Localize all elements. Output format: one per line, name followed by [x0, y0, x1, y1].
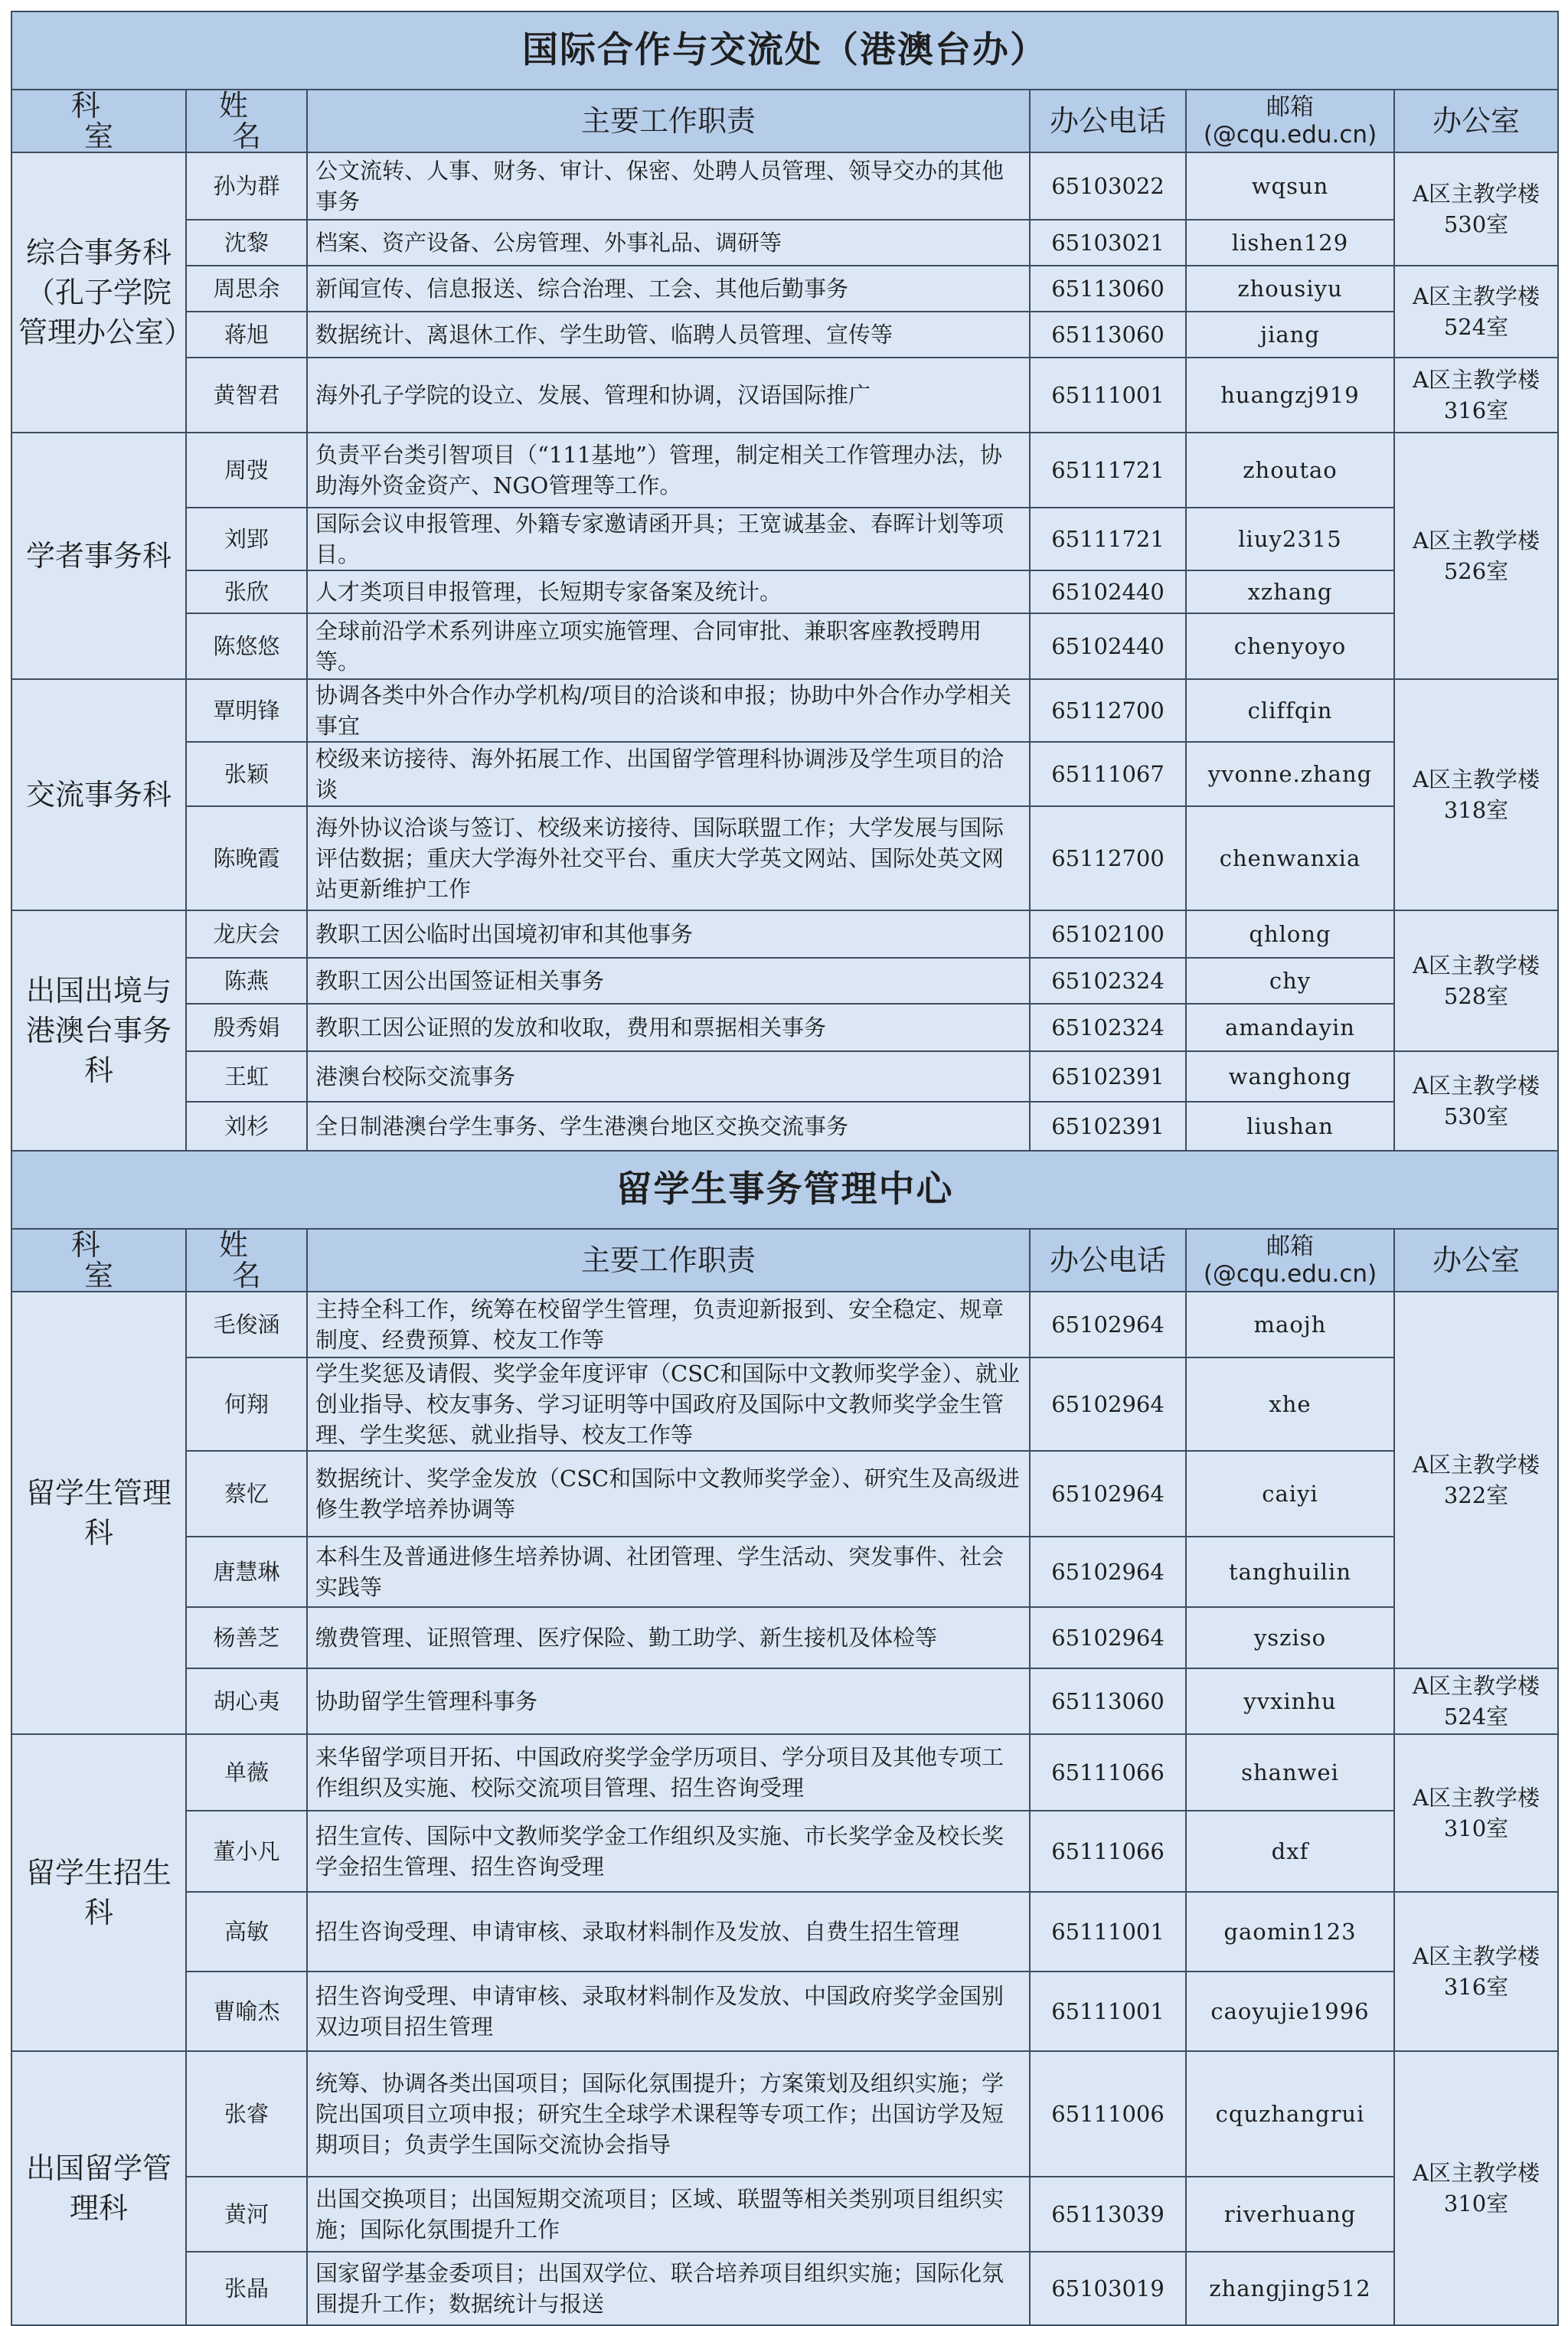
staff-office: A区主教学楼524室	[1394, 1668, 1558, 1734]
staff-name: 周弢	[186, 433, 307, 508]
header-office: 办公室	[1394, 90, 1558, 152]
header-dept	[11, 1229, 186, 1292]
staff-name: 曹喻杰	[186, 1972, 307, 2051]
staff-duty: 港澳台校际交流事务	[307, 1051, 1030, 1102]
header-email	[1186, 1229, 1394, 1292]
staff-name: 刘郢	[186, 508, 307, 570]
staff-duty: 国际会议申报管理、外籍专家邀请函开具；王宽诚基金、春晖计划等项目。	[307, 508, 1030, 570]
staff-phone: 65111721	[1030, 433, 1186, 508]
header-dept	[11, 90, 186, 152]
staff-name: 蔡忆	[186, 1451, 307, 1537]
staff-name: 陈悠悠	[186, 613, 307, 679]
staff-office: A区主教学楼322室	[1394, 1292, 1558, 1668]
staff-name: 张欣	[186, 570, 307, 613]
staff-email: qhlong	[1186, 910, 1394, 958]
staff-phone: 65113060	[1030, 266, 1186, 312]
staff-phone: 65102100	[1030, 910, 1186, 958]
staff-phone: 65113039	[1030, 2177, 1186, 2252]
table-row	[11, 2177, 1558, 2252]
staff-name: 高敏	[186, 1892, 307, 1972]
staff-name: 杨善芝	[186, 1607, 307, 1668]
staff-duty: 人才类项目申报管理，长短期专家备案及统计。	[307, 570, 1030, 613]
staff-name: 张颖	[186, 742, 307, 806]
staff-email: chenyoyo	[1186, 613, 1394, 679]
table-row	[11, 1972, 1558, 2051]
staff-phone: 65102964	[1030, 1607, 1186, 1668]
staff-email: xzhang	[1186, 570, 1394, 613]
staff-office: A区主教学楼530室	[1394, 1051, 1558, 1151]
staff-email: cquzhangrui	[1186, 2051, 1394, 2177]
table-row	[11, 312, 1558, 358]
staff-email: liuy2315	[1186, 508, 1394, 570]
table-row	[11, 742, 1558, 806]
dept-label: 留学生招生科	[11, 1734, 186, 2051]
table-row	[11, 358, 1558, 433]
staff-office: A区主教学楼318室	[1394, 679, 1558, 910]
header-email	[1186, 90, 1394, 152]
staff-phone: 65111066	[1030, 1811, 1186, 1892]
staff-phone: 65102964	[1030, 1451, 1186, 1537]
table-row	[11, 958, 1558, 1004]
staff-duty: 数据统计、奖学金发放（CSC和国际中文教师奖学金）、研究生及高级进修生教学培养协调等	[307, 1451, 1030, 1537]
staff-duty: 校级来访接待、海外拓展工作、出国留学管理科协调涉及学生项目的洽谈	[307, 742, 1030, 806]
staff-email: caoyujie1996	[1186, 1972, 1394, 2051]
staff-name: 陈晚霞	[186, 806, 307, 910]
staff-email: wqsun	[1186, 152, 1394, 220]
section-title-row	[11, 11, 1558, 90]
table-row	[11, 1734, 1558, 1811]
staff-email: yvonne.zhang	[1186, 742, 1394, 806]
staff-name: 胡心夷	[186, 1668, 307, 1734]
dept-label: 留学生管理科	[11, 1292, 186, 1734]
staff-email: shanwei	[1186, 1734, 1394, 1811]
staff-phone: 65102324	[1030, 1004, 1186, 1051]
header-name-label: 姓 名	[218, 89, 330, 153]
staff-duty: 学生奖惩及请假、奖学金年度评审（CSC和国际中文教师奖学金）、就业创业指导、校友事务、学习证明等中国政府及国际中文教师奖学金生管理、学生奖惩、就业指导、校友工作等	[307, 1357, 1030, 1451]
staff-email: dxf	[1186, 1811, 1394, 1892]
staff-name: 张晶	[186, 2252, 307, 2325]
staff-email: chy	[1186, 958, 1394, 1004]
staff-phone: 65102391	[1030, 1051, 1186, 1102]
staff-office: A区主教学楼310室	[1394, 2051, 1558, 2325]
staff-duty: 负责平台类引智项目（“111基地”）管理，制定相关工作管理办法，协助海外资金资产、NGO管理等工作。	[307, 433, 1030, 508]
staff-duty: 数据统计、离退休工作、学生助管、临聘人员管理、宣传等	[307, 312, 1030, 358]
table-row	[11, 152, 1558, 220]
staff-phone: 65103019	[1030, 2252, 1186, 2325]
staff-office: A区主教学楼528室	[1394, 910, 1558, 1051]
staff-duty: 国家留学基金委项目；出国双学位、联合培养项目组织实施；国际化氛围提升工作；数据统计与报送	[307, 2252, 1030, 2325]
staff-office: A区主教学楼530室	[1394, 152, 1558, 266]
header-email-label: 邮箱	[1266, 93, 1314, 121]
staff-email: gaomin123	[1186, 1892, 1394, 1972]
staff-email: riverhuang	[1186, 2177, 1394, 2252]
staff-name: 刘杉	[186, 1102, 307, 1151]
staff-phone: 65111001	[1030, 358, 1186, 433]
staff-name: 唐慧琳	[186, 1537, 307, 1607]
dept-label: 综合事务科（孔子学院管理办公室）	[11, 152, 186, 433]
staff-duty: 海外协议洽谈与签订、校级来访接待、国际联盟工作；大学发展与国际评估数据；重庆大学海外社交平台、重庆大学英文网站、国际处英文网站更新维护工作	[307, 806, 1030, 910]
staff-name: 何翔	[186, 1357, 307, 1451]
staff-duty: 协助留学生管理科事务	[307, 1668, 1030, 1734]
staff-duty: 招生咨询受理、申请审核、录取材料制作及发放、中国政府奖学金国别双边项目招生管理	[307, 1972, 1030, 2051]
staff-phone: 65102964	[1030, 1537, 1186, 1607]
table-row	[11, 1892, 1558, 1972]
table-row	[11, 1607, 1558, 1668]
table-row	[11, 1292, 1558, 1357]
staff-email: zhangjing512	[1186, 2252, 1394, 2325]
table-row	[11, 806, 1558, 910]
staff-name: 周思余	[186, 266, 307, 312]
staff-email: zhousiyu	[1186, 266, 1394, 312]
dept-label: 出国留学管理科	[11, 2051, 186, 2325]
table-row	[11, 679, 1558, 742]
header-phone: 办公电话	[1030, 1229, 1186, 1292]
header-name	[186, 1228, 330, 1292]
staff-email: wanghong	[1186, 1051, 1394, 1102]
table-row	[11, 220, 1558, 266]
staff-name: 殷秀娟	[186, 1004, 307, 1051]
dept-label: 学者事务科	[11, 433, 186, 679]
staff-phone: 65103022	[1030, 152, 1186, 220]
staff-email: maojh	[1186, 1292, 1394, 1357]
staff-duty: 公文流转、人事、财务、审计、保密、处聘人员管理、领导交办的其他事务	[307, 152, 1030, 220]
staff-phone: 65102440	[1030, 570, 1186, 613]
staff-phone: 65111067	[1030, 742, 1186, 806]
staff-phone: 65102324	[1030, 958, 1186, 1004]
header-dept-label: 科 室	[70, 1228, 182, 1292]
staff-duty: 出国交换项目；出国短期交流项目；区域、联盟等相关类别项目组织实施；国际化氛围提升工作	[307, 2177, 1030, 2252]
staff-duty: 新闻宣传、信息报送、综合治理、工会、其他后勤事务	[307, 266, 1030, 312]
header-dept-label: 科 室	[70, 89, 182, 153]
dept-label: 交流事务科	[11, 679, 186, 910]
staff-duty: 海外孔子学院的设立、发展、管理和协调，汉语国际推广	[307, 358, 1030, 433]
header-email-domain: (@cqu.edu.cn)	[1203, 1260, 1377, 1288]
staff-duty: 主持全科工作，统筹在校留学生管理，负责迎新报到、安全稳定、规章制度、经费预算、校友工作等	[307, 1292, 1030, 1357]
staff-name: 沈黎	[186, 220, 307, 266]
header-phone: 办公电话	[1030, 90, 1186, 152]
staff-name: 覃明锋	[186, 679, 307, 742]
staff-email: ysziso	[1186, 1607, 1394, 1668]
table-row	[11, 1004, 1558, 1051]
table-row	[11, 570, 1558, 613]
staff-name: 孙为群	[186, 152, 307, 220]
staff-email: tanghuilin	[1186, 1537, 1394, 1607]
staff-email: liushan	[1186, 1102, 1394, 1151]
staff-phone: 65111006	[1030, 2051, 1186, 2177]
table-row	[11, 1451, 1558, 1537]
staff-duty: 教职工因公临时出国境初审和其他事务	[307, 910, 1030, 958]
staff-email: amandayin	[1186, 1004, 1394, 1051]
staff-phone: 65111001	[1030, 1972, 1186, 2051]
header-duty: 主要工作职责	[307, 90, 1030, 152]
staff-name: 单薇	[186, 1734, 307, 1811]
contact-directory	[11, 11, 1559, 2326]
staff-office: A区主教学楼316室	[1394, 358, 1558, 433]
staff-email: lishen129	[1186, 220, 1394, 266]
staff-name: 蒋旭	[186, 312, 307, 358]
staff-email: huangzj919	[1186, 358, 1394, 433]
section-title-row	[11, 1151, 1558, 1229]
staff-office: A区主教学楼524室	[1394, 266, 1558, 358]
staff-duty: 全球前沿学术系列讲座立项实施管理、合同审批、兼职客座教授聘用等。	[307, 613, 1030, 679]
staff-phone: 65113060	[1030, 1668, 1186, 1734]
staff-duty: 全日制港澳台学生事务、学生港澳台地区交换交流事务	[307, 1102, 1030, 1151]
staff-name: 张睿	[186, 2051, 307, 2177]
directory-table	[11, 11, 1559, 2326]
staff-office: A区主教学楼310室	[1394, 1734, 1558, 1892]
staff-duty: 招生咨询受理、申请审核、录取材料制作及发放、自费生招生管理	[307, 1892, 1030, 1972]
staff-phone: 65103021	[1030, 220, 1186, 266]
section-title: 留学生事务管理中心	[11, 1151, 1558, 1229]
staff-name: 董小凡	[186, 1811, 307, 1892]
column-header-row	[11, 1229, 1558, 1292]
table-row	[11, 433, 1558, 508]
table-row	[11, 1537, 1558, 1607]
staff-name: 龙庆会	[186, 910, 307, 958]
header-email-label: 邮箱	[1266, 1233, 1314, 1260]
table-row	[11, 1668, 1558, 1734]
header-name-label: 姓 名	[218, 1228, 330, 1292]
header-duty: 主要工作职责	[307, 1229, 1030, 1292]
table-row	[11, 1051, 1558, 1102]
staff-phone: 65102964	[1030, 1292, 1186, 1357]
staff-phone: 65102964	[1030, 1357, 1186, 1451]
staff-duty: 本科生及普通进修生培养协调、社团管理、学生活动、突发事件、社会实践等	[307, 1537, 1030, 1607]
staff-name: 黄河	[186, 2177, 307, 2252]
table-row	[11, 1811, 1558, 1892]
dept-label: 出国出境与港澳台事务科	[11, 910, 186, 1151]
staff-name: 毛俊涵	[186, 1292, 307, 1357]
staff-duty: 缴费管理、证照管理、医疗保险、勤工助学、新生接机及体检等	[307, 1607, 1030, 1668]
table-row	[11, 613, 1558, 679]
staff-name: 黄智君	[186, 358, 307, 433]
staff-phone: 65111001	[1030, 1892, 1186, 1972]
table-row	[11, 2051, 1558, 2177]
staff-email: caiyi	[1186, 1451, 1394, 1537]
staff-email: yvxinhu	[1186, 1668, 1394, 1734]
staff-email: cliffqin	[1186, 679, 1394, 742]
staff-duty: 来华留学项目开拓、中国政府奖学金学历项目、学分项目及其他专项工作组织及实施、校际交流项目管理、招生咨询受理	[307, 1734, 1030, 1811]
staff-phone: 65102440	[1030, 613, 1186, 679]
staff-duty: 教职工因公证照的发放和收取，费用和票据相关事务	[307, 1004, 1030, 1051]
staff-duty: 档案、资产设备、公房管理、外事礼品、调研等	[307, 220, 1030, 266]
staff-email: zhoutao	[1186, 433, 1394, 508]
staff-duty: 招生宣传、国际中文教师奖学金工作组织及实施、市长奖学金及校长奖学金招生管理、招生咨询受理	[307, 1811, 1030, 1892]
staff-name: 王虹	[186, 1051, 307, 1102]
section-title: 国际合作与交流处（港澳台办）	[11, 11, 1558, 90]
table-row	[11, 1357, 1558, 1451]
table-row	[11, 1102, 1558, 1151]
staff-phone: 65112700	[1030, 806, 1186, 910]
table-row	[11, 508, 1558, 570]
staff-office: A区主教学楼526室	[1394, 433, 1558, 679]
staff-email: jiang	[1186, 312, 1394, 358]
staff-duty: 协调各类中外合作办学机构/项目的洽谈和申报；协助中外合作办学相关事宜	[307, 679, 1030, 742]
column-header-row	[11, 90, 1558, 152]
staff-phone: 65111066	[1030, 1734, 1186, 1811]
table-row	[11, 2252, 1558, 2325]
staff-duty: 统筹、协调各类出国项目；国际化氛围提升；方案策划及组织实施；学院出国项目立项申报；研究生全球学术课程等专项工作；出国访学及短期项目；负责学生国际交流协会指导	[307, 2051, 1030, 2177]
staff-phone: 65112700	[1030, 679, 1186, 742]
header-name	[186, 89, 330, 153]
staff-name: 陈燕	[186, 958, 307, 1004]
staff-email: xhe	[1186, 1357, 1394, 1451]
staff-duty: 教职工因公出国签证相关事务	[307, 958, 1030, 1004]
staff-phone: 65102391	[1030, 1102, 1186, 1151]
staff-phone: 65111721	[1030, 508, 1186, 570]
header-office: 办公室	[1394, 1229, 1558, 1292]
header-email-domain: (@cqu.edu.cn)	[1203, 121, 1377, 149]
table-row	[11, 910, 1558, 958]
table-row	[11, 266, 1558, 312]
staff-phone: 65113060	[1030, 312, 1186, 358]
staff-email: chenwanxia	[1186, 806, 1394, 910]
staff-office: A区主教学楼316室	[1394, 1892, 1558, 2051]
